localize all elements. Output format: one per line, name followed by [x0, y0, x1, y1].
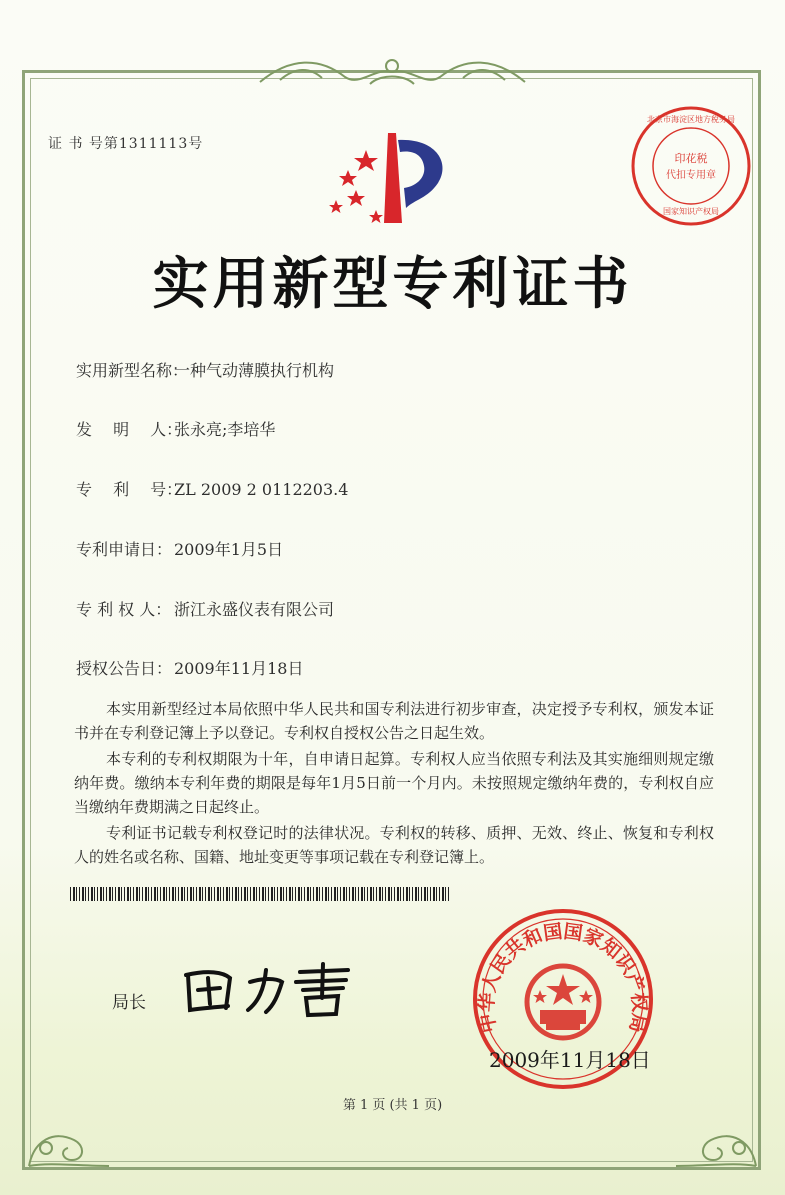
tax-seal-stamp-icon: [625, 100, 757, 232]
field-utility-model-name: [76, 358, 334, 381]
field-grant-date: [76, 656, 303, 679]
field-label: 专 利 权 人：: [76, 600, 172, 619]
field-value: 张永亮;李培华: [174, 420, 276, 439]
issue-date: 2009年11月18日: [489, 1048, 651, 1072]
field-label: 发 明 人：: [76, 420, 183, 439]
paragraph-grant-statement: 本实用新型经过本局依照中华人民共和国专利法进行初步审查，决定授予专利权，颁发本证书并在专利登记簿上予以登记。专利权自授权公告之日起生效。: [74, 700, 714, 742]
page-number: 第 1 页 (共 1 页): [342, 1098, 443, 1113]
paragraph-legal-status: 专利证书记载专利权登记时的法律状况。专利权的转移、质押、无效、终止、恢复和专利权人的姓名或名称、国籍、地址变更等事项记载在专利登记簿上。: [74, 824, 714, 866]
field-label: 授权公告日：: [76, 659, 173, 678]
tax-seal-ring-text: 北京市海淀区地方税务局: [647, 115, 735, 124]
field-value: 一种气动薄膜执行机构: [174, 361, 335, 380]
certificate-number: 证 书 号第1311113号: [48, 136, 204, 152]
field-value: ZL 2009 2 0112203.4: [174, 480, 349, 499]
field-value: 2009年1月5日: [174, 540, 284, 559]
field-patent-number: [76, 477, 348, 500]
tax-seal-line1: 印花税: [674, 152, 708, 165]
field-inventor: [76, 417, 275, 440]
field-label: 专 利 号：: [76, 480, 183, 499]
cnipa-logo-icon: [326, 128, 456, 228]
barcode: [70, 887, 450, 901]
tax-seal-bottom-text: 国家知识产权局: [663, 207, 719, 216]
field-value: 浙江永盛仪表有限公司: [174, 600, 335, 619]
field-value: 2009年11月18日: [174, 659, 304, 678]
director-label: 局长: [112, 993, 146, 1013]
field-label: 实用新型名称：: [76, 361, 189, 380]
large-seal-ring-text: 中华人民共和国国家知识产权局: [475, 920, 651, 1035]
director-signature: [178, 960, 358, 1020]
certificate-title: 实用新型专利证书: [152, 251, 633, 317]
field-application-date: [76, 537, 283, 560]
field-label: 专利申请日：: [76, 540, 173, 559]
paragraph-term-statement: 本专利的专利权期限为十年，自申请日起算。专利权人应当依照专利法及其实施细则规定缴纳年费。缴纳本专利年费的期限是每年1月5日前一个月内。未按照规定缴纳年费的，专利权自应当缴纳年费期满之日起终止。: [74, 750, 714, 816]
field-patentee: [76, 597, 334, 620]
tax-seal-line2: 代扣专用章: [666, 170, 716, 181]
top-ornament-icon: [250, 52, 535, 92]
